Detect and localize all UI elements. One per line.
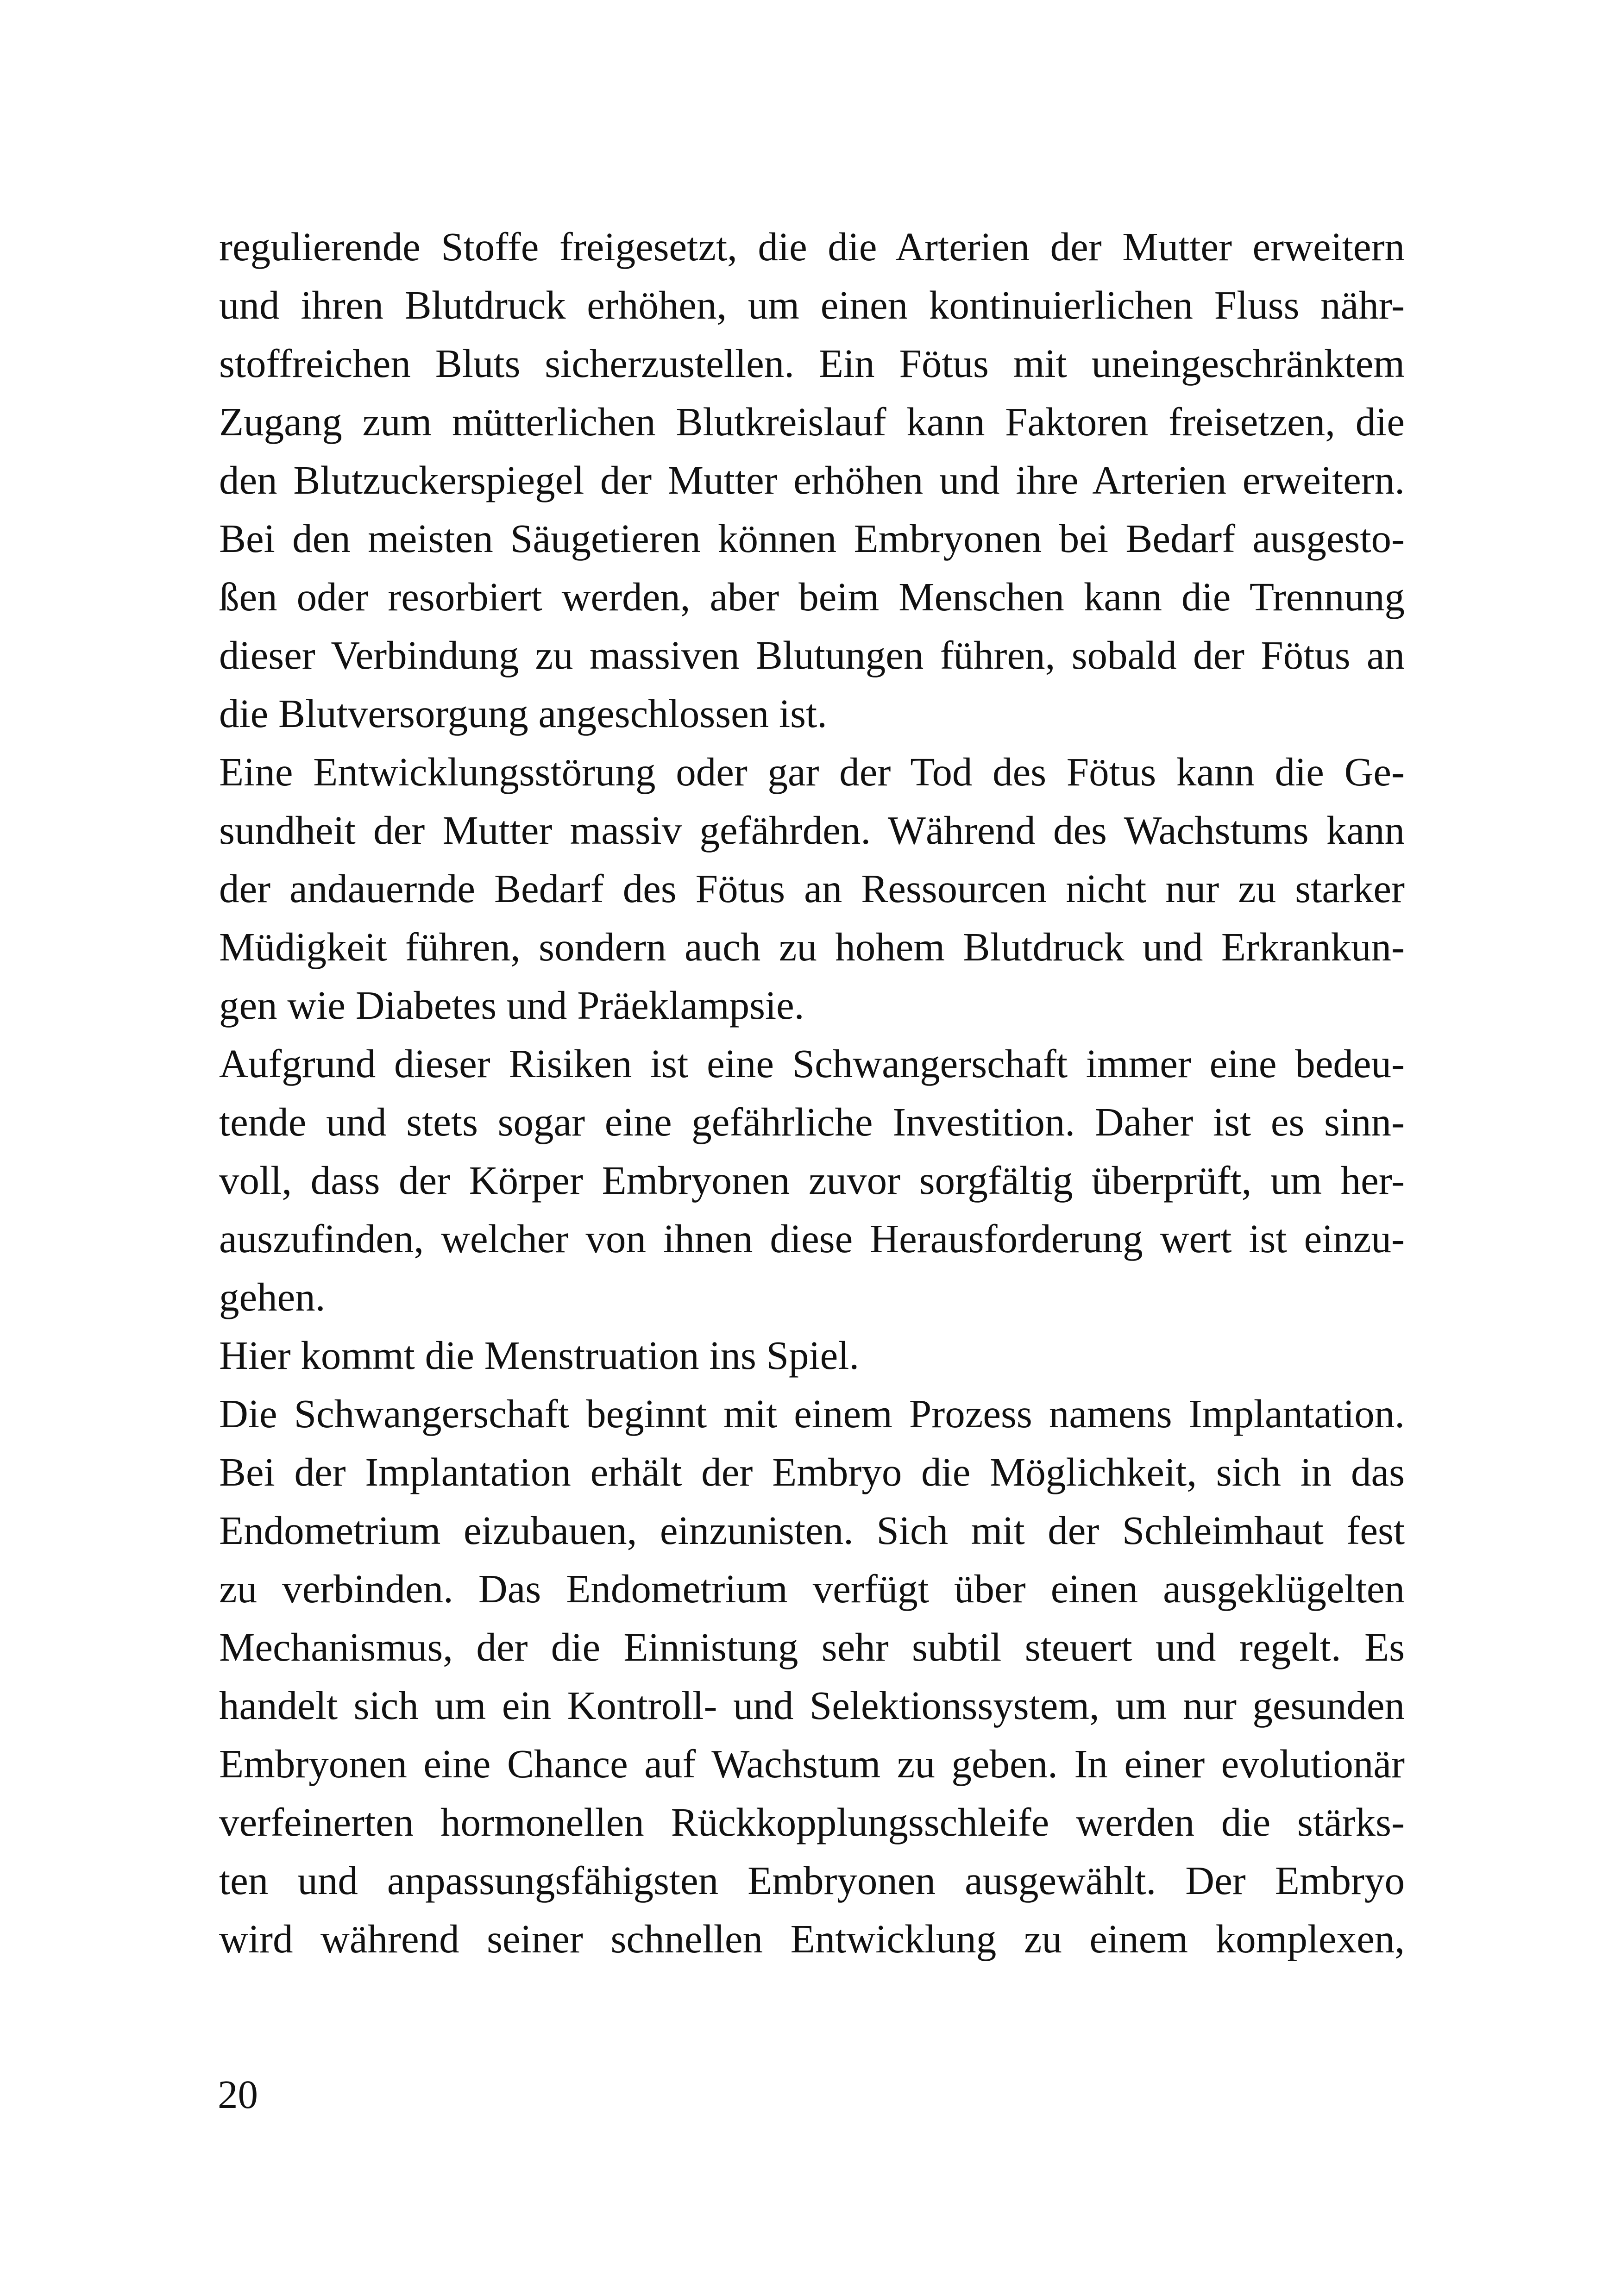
text-line: Müdigkeit führen, sondern auch zu hohem Blutdruck und Erkrankun-	[219, 924, 1405, 969]
page-number: 20	[218, 2072, 258, 2117]
text-line: Hier kommt die Menstruation ins Spiel.	[219, 1333, 860, 1378]
text-line: wird während seiner schnellen Entwicklung zu einem komplexen,	[219, 1916, 1405, 1961]
text-line: Endometrium eizubauen, einzunisten. Sich mit der Schleimhaut fest	[219, 1508, 1405, 1553]
body-text	[219, 218, 1405, 1968]
text-line: gen wie Diabetes und Präeklampsie.	[219, 983, 804, 1028]
text-line: Eine Entwicklungsstörung oder gar der Tod des Fötus kann die Ge-	[219, 749, 1405, 794]
paragraph	[219, 1035, 1405, 1326]
text-line: zu verbinden. Das Endometrium verfügt über einen ausgeklügelten	[219, 1566, 1405, 1611]
text-line: dieser Verbindung zu massiven Blutungen führen, sobald der Fötus an	[219, 633, 1405, 678]
text-line: stoffreichen Bluts sicherzustellen. Ein Fötus mit uneingeschränktem	[219, 341, 1405, 386]
text-line: handelt sich um ein Kontroll- und Selektionssystem, um nur gesunden	[219, 1683, 1405, 1728]
text-line: Bei den meisten Säugetieren können Embryonen bei Bedarf ausgesto-	[219, 516, 1405, 561]
text-line: Die Schwangerschaft beginnt mit einem Prozess namens Implantation.	[219, 1391, 1405, 1436]
text-line: den Blutzuckerspiegel der Mutter erhöhen und ihre Arterien erweitern.	[219, 458, 1405, 502]
text-line: Mechanismus, der die Einnistung sehr subtil steuert und regelt. Es	[219, 1625, 1405, 1669]
text-line: die Blutversorgung angeschlossen ist.	[219, 691, 827, 736]
paragraph	[219, 743, 1405, 1035]
text-line: tende und stets sogar eine gefährliche Investition. Daher ist es sinn-	[219, 1099, 1405, 1144]
text-line: verfeinerten hormonellen Rückkopplungsschleife werden die stärks-	[219, 1800, 1405, 1844]
text-line: Bei der Implantation erhält der Embryo die Möglichkeit, sich in das	[219, 1449, 1405, 1494]
paragraph	[219, 1326, 1405, 1385]
text-line: voll, dass der Körper Embryonen zuvor sorgfältig überprüft, um her-	[219, 1158, 1405, 1203]
text-line: regulierende Stoffe freigesetzt, die die Arterien der Mutter erweitern	[219, 224, 1405, 269]
text-line: ten und anpassungsfähigsten Embryonen ausgewählt. Der Embryo	[219, 1858, 1405, 1903]
text-line: der andauernde Bedarf des Fötus an Ressourcen nicht nur zu starker	[219, 866, 1405, 911]
text-line: Zugang zum mütterlichen Blutkreislauf kann Faktoren freisetzen, die	[219, 399, 1405, 444]
text-line: sundheit der Mutter massiv gefährden. Während des Wachstums kann	[219, 808, 1405, 853]
paragraph	[219, 1385, 1405, 1968]
text-line: Embryonen eine Chance auf Wachstum zu geben. In einer evolutionär	[219, 1741, 1405, 1786]
text-line: ßen oder resorbiert werden, aber beim Menschen kann die Trennung	[219, 574, 1405, 619]
text-line: Aufgrund dieser Risiken ist eine Schwangerschaft immer eine bedeu-	[219, 1041, 1405, 1086]
text-line: gehen.	[219, 1274, 326, 1319]
paragraph	[219, 218, 1405, 743]
text-line: auszufinden, welcher von ihnen diese Herausforderung wert ist einzu-	[219, 1216, 1405, 1261]
text-line: und ihren Blutdruck erhöhen, um einen kontinuierlichen Fluss nähr-	[219, 282, 1405, 327]
